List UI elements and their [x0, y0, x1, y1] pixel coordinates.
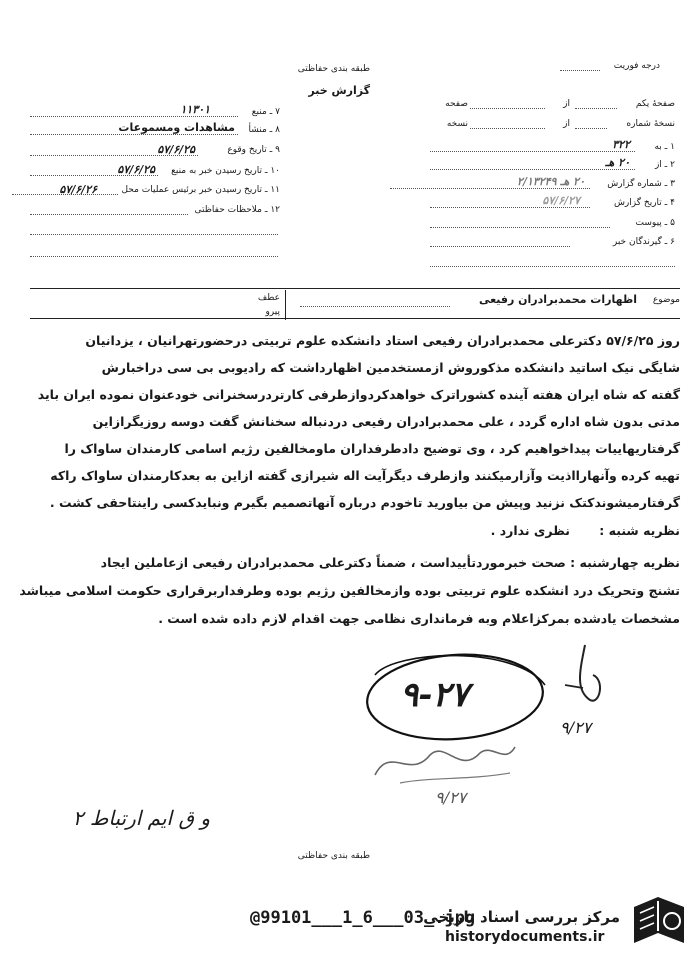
- field-6-label: ۶ ـ گیرندگان خبر: [612, 237, 675, 247]
- field-8-value: مشاهدات ومسموعات: [118, 121, 235, 134]
- field-7-value: ۱۱۳۰۱: [180, 103, 210, 116]
- classification-top: طبقه بندی حفاظتی: [297, 64, 370, 74]
- copy-total-line: [470, 128, 545, 129]
- field-4-line: [430, 207, 590, 208]
- circled-code: ۹-۲۷: [400, 675, 469, 715]
- side-note-1: عطف: [257, 293, 280, 303]
- opinion-2-line: تشنج وتحریک درد انشکده علوم تربیتی بوده وازمخالفین رژیم بوده وطرفداربرقراری حکومت اسلامی میباشد: [19, 583, 680, 598]
- field-6-line-2: [430, 266, 675, 267]
- page-of: از: [563, 99, 570, 109]
- copy-line: [575, 128, 607, 129]
- opinion-1-value: نظری ندارد .: [490, 523, 570, 538]
- field-2-label: ۲ ـ از: [654, 160, 675, 170]
- field-12-line-3: [30, 256, 278, 257]
- field-3-line: [390, 188, 590, 189]
- subject-label: موضوع: [652, 295, 680, 305]
- field-10-value: ۵۷/۶/۲۵: [117, 163, 155, 176]
- body-line: گفته که شاه ایران هفته آینده کشوراترک خواهدکردوازطرفی کارتردرسخنرانی خودعنوان نموده ایران باید: [37, 387, 680, 402]
- opinion-1-label: نظریه شنبه :: [599, 523, 680, 538]
- subject-line: [300, 306, 450, 307]
- field-9-label: ۹ ـ تاریخ وقوع: [227, 145, 280, 155]
- field-12-line: [30, 214, 188, 215]
- field-4-value: ۵۷/۶/۲۷: [542, 194, 580, 207]
- file-number: @99101___1_6___03_.jpg: [250, 908, 476, 928]
- field-11-label: ۱۱ ـ تاریخ رسیدن خبر برئیس عملیات محل: [121, 185, 280, 195]
- watermark-url: historydocuments.ir: [445, 929, 605, 945]
- page-line: [575, 108, 617, 109]
- field-11-value: ۵۷/۶/۲۶: [59, 183, 97, 196]
- field-7-line: [30, 116, 238, 117]
- copy-of: از: [563, 119, 570, 129]
- field-5-label: ۵ ـ پیوست: [635, 218, 675, 228]
- page-label: صفحهٔ یکم: [635, 99, 675, 109]
- body-line: روز ۵۷/۶/۲۵ دکترعلی محمدبرادران رفیعی استاد دانشکده علوم تربیتی درحضورتهرانیان ، یزدانیان: [85, 333, 680, 348]
- page-total-line: [470, 108, 545, 109]
- field-9-value: ۵۷/۶/۲۵: [157, 143, 195, 156]
- field-1-line: [430, 151, 635, 152]
- field-8-label: ۸ ـ منشأ: [248, 125, 280, 135]
- field-10-label: ۱۰ ـ تاریخ رسیدن خبر به منبع: [171, 166, 280, 176]
- body-line: تهیه کرده وآنهارااذیت وآزارمیکنند وازطرف دیگرآیت اله شیرازی گفته ازاین به بعدکارمندان ساواک راکه: [50, 468, 680, 483]
- priority-label: درجه فوریت: [613, 61, 660, 71]
- left-handwritten-note: و ق ایم ارتباط ۲: [72, 806, 210, 830]
- body-line: گرفتارمیشوندکتک نزنید وپیش من بیاورید تاخودم درباره آنهاتصمیم بگیرم ونبایدکسی راینتاحقی کشت .: [49, 495, 680, 510]
- classification-bottom: طبقه بندی حفاظتی: [297, 851, 370, 861]
- subject-divider-bottom: [30, 318, 680, 319]
- field-6-line: [430, 246, 570, 247]
- copy-label: نسخهٔ شماره: [626, 119, 675, 129]
- middle-handwritten-date: ۹/۲۷: [435, 788, 467, 807]
- form-title: گزارش خبر: [308, 84, 370, 97]
- body-line: شایگی نیک اساتید دانشکده مذکوروش ازمستخدمین اظهارداشت که رادیوبی بی سی دراخبارش: [101, 360, 680, 375]
- middle-signature: [370, 735, 520, 790]
- watermark-name: مرکز بررسی اسناد تاریخی: [423, 908, 620, 926]
- page-unit: صفحه: [445, 99, 468, 109]
- opinion-2-line: مشخصات یادشده بمرکزاعلام وبه فرمانداری نظامی جهت اقدام لازم داده شده است .: [158, 611, 680, 626]
- priority-dots: [560, 70, 600, 71]
- header-divider: [30, 288, 680, 289]
- field-1-label: ۱ ـ به: [654, 142, 675, 152]
- field-3-value: ۲۰ هـ ۲/۱۳۲۴۹: [517, 175, 585, 188]
- field-3-label: ۳ ـ شماره گزارش: [607, 179, 675, 189]
- field-4-label: ۴ ـ تاریخ گزارش: [613, 198, 675, 208]
- subject-divider: [285, 290, 286, 320]
- archive-book-logo-icon: [628, 893, 690, 951]
- field-5-line: [430, 227, 610, 228]
- field-8-line: [30, 134, 238, 135]
- opinion-2-line: نظریه چهارشنبه : صحت خبرموردتأییداست ، ضمناً دکترعلی محمدبرادران رفیعی ازعاملین ایجاد: [100, 555, 680, 570]
- field-7-label: ۷ ـ منبع: [251, 107, 280, 117]
- body-line: گرفتاریهاییات پیداخواهیم کرد ، وی توضیح دادطرفداران ماومخالفین رژیم اسامی کارمندان ساواک را: [64, 441, 680, 456]
- field-2-value: ۲۰ هـ: [605, 156, 630, 169]
- subject-value: اظهارات محمدبرادران رفیعی: [478, 293, 637, 306]
- right-handwritten-date: ۹/۲۷: [560, 718, 592, 737]
- copy-unit: نسخه: [446, 119, 468, 129]
- side-note-2: پیرو: [265, 307, 280, 317]
- body-line: مدتی بدون شاه اداره گردد ، علی محمدبرادران رفیعی دردنباله سخنانش گفت دوسه روزیگرازاین: [92, 414, 680, 429]
- field-2-line: [430, 169, 635, 170]
- field-1-value: ۳۲۲: [612, 138, 630, 151]
- field-12-line-2: [30, 234, 278, 235]
- right-signature-mark: [555, 640, 615, 720]
- field-12-label: ۱۲ ـ ملاحظات حفاظتی: [194, 205, 280, 215]
